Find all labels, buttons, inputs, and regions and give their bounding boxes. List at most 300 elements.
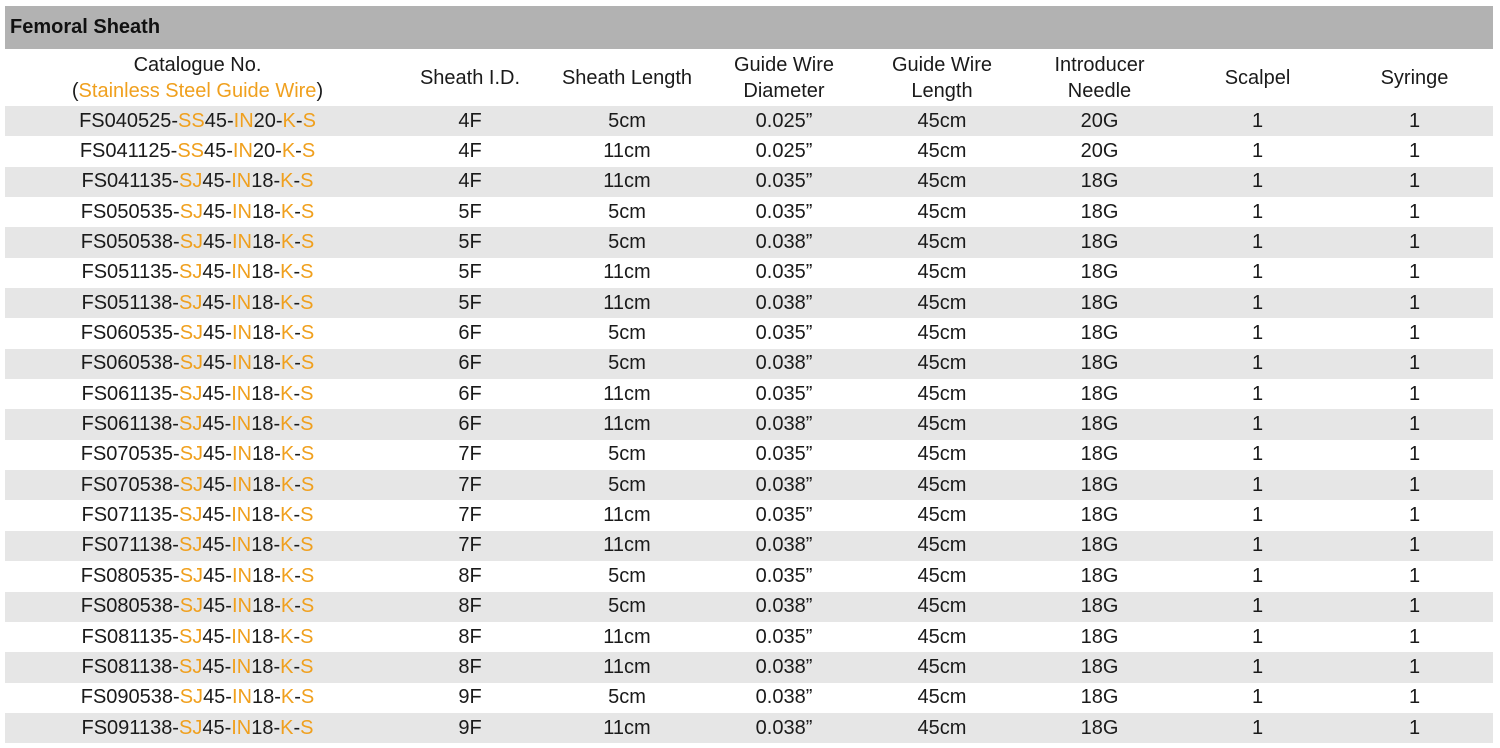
catalogue-code-part: 45- — [203, 686, 232, 709]
cell-guide-wire-diameter: 0.038” — [704, 470, 864, 500]
catalogue-code-part: - — [294, 473, 301, 496]
cell-guide-wire-length: 45cm — [864, 288, 1020, 318]
cell-syringe: 1 — [1408, 382, 1421, 405]
table-row — [5, 470, 1493, 500]
catalogue-code-highlight: K — [280, 382, 294, 405]
cell-catalogue-no — [5, 561, 390, 591]
cell-introducer-needle: 18G — [1020, 470, 1179, 500]
cell-catalogue-no — [5, 106, 390, 136]
cell-introducer-needle: 18G — [1020, 409, 1179, 439]
cell-introducer-needle: 20G — [1020, 106, 1179, 136]
catalogue-code-highlight: SJ — [179, 473, 204, 496]
cell-guide-wire-diameter: 0.035” — [704, 167, 864, 197]
catalogue-code-part: 18- — [251, 716, 281, 739]
catalogue-code-part: 45- — [202, 655, 232, 678]
cell-guide-wire-length: 45cm — [864, 349, 1020, 379]
cell-guide-wire-length: 45cm — [917, 564, 967, 587]
cell-sheath-id: 7F — [458, 443, 482, 466]
cell-sheath-id: 5F — [390, 288, 550, 318]
cell-sheath-id: 8F — [458, 564, 482, 587]
catalogue-code-highlight: IN — [231, 534, 252, 557]
cell-guide-wire-length: 45cm — [917, 200, 967, 223]
catalogue-code-highlight: K — [280, 231, 295, 254]
cell-sheath-id: 5F — [390, 227, 550, 257]
cell-syringe: 1 — [1336, 713, 1493, 743]
catalogue-code-part: FS070535- — [80, 443, 180, 466]
femoral-sheath-table-panel — [5, 6, 1493, 743]
cell-sheath-length: 5cm — [550, 592, 704, 622]
catalogue-code-part: 45- — [202, 716, 232, 739]
catalogue-code-highlight: K — [280, 200, 295, 223]
catalogue-code-highlight: IN — [231, 655, 252, 678]
catalogue-code-highlight: IN — [231, 625, 252, 648]
cell-guide-wire-length: 45cm — [917, 443, 967, 466]
header-introducer-needle-line2: Needle — [1067, 79, 1132, 102]
table-row — [5, 288, 1493, 318]
table-title: Femoral Sheath — [5, 6, 1493, 49]
catalogue-code-highlight: IN — [231, 595, 252, 618]
catalogue-code-highlight: SJ — [179, 686, 204, 709]
cell-syringe: 1 — [1408, 200, 1421, 223]
catalogue-code-highlight: SJ — [178, 170, 203, 193]
cell-catalogue-no — [5, 683, 390, 713]
cell-guide-wire-length: 45cm — [917, 322, 967, 345]
catalogue-code-highlight: S — [301, 140, 316, 163]
catalogue-code-part: FS041125- — [79, 140, 178, 163]
catalogue-code-part: - — [293, 534, 301, 557]
cell-guide-wire-diameter: 0.035” — [755, 322, 813, 345]
catalogue-code-part: 18- — [251, 564, 281, 587]
cell-scalpel: 1 — [1251, 382, 1264, 405]
table-row — [5, 592, 1493, 622]
cell-scalpel: 1 — [1179, 409, 1336, 439]
cell-introducer-needle: 18G — [1080, 261, 1119, 284]
table-row — [5, 409, 1493, 439]
catalogue-code-highlight: SJ — [179, 322, 204, 345]
cell-guide-wire-diameter: 0.035” — [755, 564, 813, 587]
cell-sheath-length: 5cm — [608, 443, 646, 466]
catalogue-code-part: FS051138- — [81, 291, 179, 314]
cell-guide-wire-diameter: 0.035” — [755, 504, 813, 527]
cell-sheath-length: 5cm — [550, 349, 704, 379]
catalogue-code-part: 45- — [203, 473, 232, 496]
cell-sheath-length: 5cm — [608, 686, 646, 709]
cell-guide-wire-diameter: 0.038” — [755, 686, 813, 709]
cell-introducer-needle: 18G — [1080, 322, 1119, 345]
header-guide-wire-diameter — [704, 49, 864, 106]
catalogue-code-part: - — [293, 291, 301, 314]
catalogue-code-part: - — [294, 352, 301, 375]
catalogue-code-highlight: IN — [231, 261, 252, 284]
cell-introducer-needle: 18G — [1020, 592, 1179, 622]
cell-sheath-id: 7F — [458, 504, 482, 527]
catalogue-code-part: - — [293, 716, 301, 739]
cell-introducer-needle: 18G — [1020, 167, 1179, 197]
cell-sheath-length: 11cm — [550, 713, 704, 743]
cell-syringe: 1 — [1336, 227, 1493, 257]
catalogue-code-part: 18- — [251, 200, 281, 223]
catalogue-code-part: 45- — [203, 200, 232, 223]
product-table — [5, 49, 1493, 743]
catalogue-code-highlight: S — [300, 382, 314, 405]
catalogue-code-part: 45- — [202, 534, 232, 557]
catalogue-code-part: FS080538- — [80, 595, 180, 618]
catalogue-code-part: FS050538- — [80, 231, 180, 254]
cell-catalogue-no — [5, 652, 390, 682]
cell-guide-wire-length: 45cm — [917, 625, 967, 648]
table-row — [5, 136, 1493, 166]
catalogue-code-highlight: S — [300, 655, 314, 678]
cell-sheath-id: 6F — [390, 409, 550, 439]
cell-sheath-length: 11cm — [603, 140, 651, 163]
cell-catalogue-no — [5, 136, 390, 166]
cell-introducer-needle: 18G — [1080, 564, 1119, 587]
cell-catalogue-no — [5, 409, 390, 439]
cell-guide-wire-diameter: 0.035” — [755, 625, 813, 648]
table-row — [5, 652, 1493, 682]
catalogue-code-highlight: S — [300, 322, 315, 345]
cell-guide-wire-length: 45cm — [864, 409, 1020, 439]
cell-guide-wire-diameter: 0.025” — [755, 140, 813, 163]
cell-sheath-length: 11cm — [550, 531, 704, 561]
catalogue-code-part: 45- — [203, 443, 232, 466]
catalogue-code-highlight: K — [280, 534, 294, 557]
cell-guide-wire-diameter: 0.038” — [704, 409, 864, 439]
cell-scalpel: 1 — [1251, 504, 1264, 527]
catalogue-code-highlight: SJ — [178, 655, 203, 678]
cell-scalpel: 1 — [1251, 140, 1264, 163]
table-row — [5, 349, 1493, 379]
catalogue-code-part: - — [293, 625, 301, 648]
header-guide-wire-length — [864, 49, 1020, 106]
catalogue-code-part: 18- — [251, 504, 281, 527]
catalogue-code-highlight: SJ — [178, 413, 203, 436]
catalogue-code-highlight: SJ — [178, 534, 203, 557]
cell-scalpel: 1 — [1251, 564, 1264, 587]
catalogue-code-part: 18- — [251, 352, 281, 375]
catalogue-code-part: - — [293, 504, 301, 527]
catalogue-code-part: 45- — [202, 291, 232, 314]
cell-guide-wire-diameter: 0.038” — [704, 592, 864, 622]
cell-guide-wire-diameter: 0.038” — [704, 288, 864, 318]
cell-sheath-length: 11cm — [603, 504, 651, 527]
cell-syringe: 1 — [1336, 167, 1493, 197]
catalogue-code-highlight: S — [300, 473, 315, 496]
cell-syringe: 1 — [1336, 652, 1493, 682]
catalogue-code-part: - — [293, 655, 301, 678]
cell-catalogue-no — [5, 500, 390, 530]
catalogue-code-part: 18- — [251, 473, 281, 496]
catalogue-code-highlight: S — [300, 170, 314, 193]
catalogue-code-highlight: IN — [231, 473, 252, 496]
header-sheath-id: Sheath I.D. — [419, 66, 521, 89]
catalogue-code-highlight: K — [280, 322, 295, 345]
catalogue-code-highlight: S — [300, 534, 314, 557]
catalogue-code-part: 45- — [203, 322, 232, 345]
catalogue-code-part: 18- — [251, 170, 281, 193]
catalogue-code-highlight: IN — [233, 109, 254, 132]
cell-syringe: 1 — [1408, 504, 1421, 527]
catalogue-code-highlight: S — [300, 504, 314, 527]
catalogue-code-part: - — [293, 413, 301, 436]
table-row — [5, 227, 1493, 257]
catalogue-code-part: 45- — [203, 595, 232, 618]
catalogue-code-highlight: S — [300, 686, 315, 709]
cell-sheath-length: 11cm — [603, 261, 651, 284]
catalogue-code-highlight: S — [300, 352, 315, 375]
cell-catalogue-no — [5, 318, 390, 348]
cell-sheath-id: 6F — [458, 322, 482, 345]
cell-sheath-id: 7F — [390, 531, 550, 561]
catalogue-code-part: FS081135- — [81, 625, 179, 648]
cell-scalpel: 1 — [1179, 288, 1336, 318]
catalogue-code-part: 18- — [251, 291, 281, 314]
cell-scalpel: 1 — [1179, 167, 1336, 197]
cell-scalpel: 1 — [1179, 470, 1336, 500]
catalogue-code-highlight: S — [300, 200, 315, 223]
cell-scalpel: 1 — [1251, 625, 1264, 648]
cell-introducer-needle: 18G — [1020, 713, 1179, 743]
cell-sheath-id: 5F — [458, 261, 482, 284]
cell-scalpel: 1 — [1179, 531, 1336, 561]
catalogue-code-part: 18- — [251, 655, 281, 678]
catalogue-code-highlight: K — [280, 473, 295, 496]
header-guide-wire-length-line2: Length — [911, 79, 973, 102]
catalogue-code-highlight: SJ — [179, 200, 204, 223]
cell-sheath-id: 5F — [458, 200, 482, 223]
cell-introducer-needle: 18G — [1020, 349, 1179, 379]
header-catalogue-note: Stainless Steel Guide Wire — [78, 79, 317, 102]
catalogue-code-highlight: SJ — [178, 291, 203, 314]
catalogue-code-highlight: SJ — [178, 716, 203, 739]
cell-syringe: 1 — [1408, 625, 1421, 648]
cell-sheath-id: 4F — [390, 167, 550, 197]
cell-sheath-length: 5cm — [550, 227, 704, 257]
cell-guide-wire-length: 45cm — [864, 167, 1020, 197]
catalogue-code-highlight: K — [280, 686, 295, 709]
cell-introducer-needle: 18G — [1080, 382, 1119, 405]
catalogue-code-part: 45- — [202, 382, 232, 405]
catalogue-code-highlight: S — [300, 261, 314, 284]
catalogue-code-part: - — [294, 322, 301, 345]
cell-syringe: 1 — [1408, 686, 1421, 709]
table-row — [5, 622, 1493, 652]
cell-guide-wire-length: 45cm — [917, 686, 967, 709]
cell-sheath-length: 11cm — [550, 409, 704, 439]
cell-guide-wire-length: 45cm — [864, 592, 1020, 622]
cell-sheath-length: 11cm — [550, 288, 704, 318]
cell-catalogue-no — [5, 197, 390, 227]
catalogue-code-highlight: SS — [177, 140, 204, 163]
cell-scalpel: 1 — [1251, 322, 1264, 345]
catalogue-code-part: 45- — [202, 261, 232, 284]
table-row — [5, 106, 1493, 136]
catalogue-code-part: FS080535- — [80, 564, 180, 587]
cell-catalogue-no — [5, 622, 390, 652]
catalogue-code-part: 45- — [202, 504, 232, 527]
catalogue-code-part: 18- — [251, 261, 281, 284]
catalogue-code-part: 18- — [251, 382, 281, 405]
header-introducer-needle — [1020, 49, 1179, 106]
catalogue-code-highlight: IN — [231, 413, 252, 436]
cell-guide-wire-diameter: 0.038” — [704, 713, 864, 743]
catalogue-code-highlight: SJ — [179, 352, 204, 375]
catalogue-code-highlight: K — [280, 595, 295, 618]
catalogue-code-highlight: SJ — [178, 625, 203, 648]
cell-guide-wire-length: 45cm — [917, 261, 967, 284]
cell-sheath-id: 9F — [390, 713, 550, 743]
header-catalogue-line1: Catalogue No. — [133, 53, 262, 76]
header-introducer-needle-line1: Introducer — [1054, 53, 1145, 76]
catalogue-code-highlight: IN — [232, 140, 253, 163]
catalogue-code-highlight: S — [300, 625, 314, 648]
catalogue-code-highlight: IN — [231, 322, 252, 345]
cell-sheath-length: 11cm — [550, 652, 704, 682]
catalogue-code-part: 18- — [251, 413, 281, 436]
table-row — [5, 713, 1493, 743]
catalogue-code-highlight: K — [280, 170, 294, 193]
table-row — [5, 258, 1493, 288]
cell-sheath-id: 6F — [390, 349, 550, 379]
cell-sheath-id: 7F — [390, 470, 550, 500]
catalogue-code-highlight: S — [300, 564, 315, 587]
cell-sheath-id: 4F — [458, 140, 482, 163]
cell-sheath-id: 9F — [458, 686, 482, 709]
cell-sheath-id: 8F — [390, 592, 550, 622]
catalogue-code-highlight: IN — [231, 716, 252, 739]
cell-scalpel: 1 — [1179, 713, 1336, 743]
catalogue-code-highlight: K — [280, 564, 295, 587]
catalogue-code-part: 18- — [251, 595, 281, 618]
cell-sheath-id: 8F — [458, 625, 482, 648]
catalogue-code-highlight: SJ — [179, 443, 204, 466]
cell-syringe: 1 — [1408, 322, 1421, 345]
cell-syringe: 1 — [1408, 564, 1421, 587]
cell-syringe: 1 — [1336, 288, 1493, 318]
cell-catalogue-no — [5, 713, 390, 743]
cell-catalogue-no — [5, 167, 390, 197]
catalogue-code-highlight: K — [280, 716, 294, 739]
catalogue-code-part: 45- — [202, 413, 232, 436]
cell-syringe: 1 — [1336, 409, 1493, 439]
cell-guide-wire-diameter: 0.035” — [755, 200, 813, 223]
catalogue-code-highlight: S — [300, 413, 314, 436]
catalogue-code-part: 18- — [251, 231, 281, 254]
catalogue-code-highlight: S — [300, 716, 314, 739]
header-sheath-length: Sheath Length — [561, 66, 693, 89]
catalogue-code-part: FS070538- — [80, 473, 180, 496]
cell-scalpel: 1 — [1251, 443, 1264, 466]
cell-scalpel: 1 — [1179, 652, 1336, 682]
catalogue-code-part: 45- — [203, 564, 232, 587]
table-row — [5, 440, 1493, 470]
table-row — [5, 379, 1493, 409]
cell-sheath-length: 11cm — [550, 167, 704, 197]
cell-introducer-needle: 18G — [1020, 288, 1179, 318]
cell-syringe: 1 — [1336, 349, 1493, 379]
catalogue-code-part: FS071138- — [81, 534, 179, 557]
catalogue-code-part: FS091138- — [81, 716, 179, 739]
catalogue-code-part: 18- — [251, 625, 281, 648]
catalogue-code-highlight: SJ — [178, 382, 203, 405]
table-row — [5, 318, 1493, 348]
catalogue-code-highlight: IN — [231, 504, 252, 527]
table-header-row — [5, 49, 1493, 106]
cell-introducer-needle: 18G — [1080, 504, 1119, 527]
catalogue-code-highlight: SJ — [179, 564, 204, 587]
cell-guide-wire-length: 45cm — [864, 106, 1020, 136]
catalogue-code-highlight: K — [280, 655, 294, 678]
cell-guide-wire-length: 45cm — [917, 140, 967, 163]
catalogue-code-part: - — [294, 686, 301, 709]
catalogue-code-part: - — [293, 170, 301, 193]
catalogue-code-part: FS051135- — [81, 261, 179, 284]
catalogue-code-part: FS061135- — [81, 382, 179, 405]
cell-scalpel: 1 — [1179, 106, 1336, 136]
cell-introducer-needle: 18G — [1080, 625, 1119, 648]
cell-guide-wire-diameter: 0.038” — [704, 652, 864, 682]
catalogue-code-part: - — [293, 261, 301, 284]
header-catalogue-paren-open: ( — [71, 79, 79, 102]
catalogue-code-highlight: SJ — [178, 261, 203, 284]
catalogue-code-part: FS071135- — [81, 504, 179, 527]
catalogue-code-highlight: IN — [231, 291, 252, 314]
header-guide-wire-length-line1: Guide Wire — [891, 53, 993, 76]
catalogue-code-highlight: IN — [231, 382, 252, 405]
cell-guide-wire-diameter: 0.038” — [704, 349, 864, 379]
catalogue-code-highlight: K — [280, 504, 294, 527]
cell-sheath-length: 5cm — [608, 322, 646, 345]
catalogue-code-highlight: K — [280, 413, 294, 436]
catalogue-code-highlight: SJ — [179, 231, 204, 254]
cell-catalogue-no — [5, 592, 390, 622]
cell-syringe: 1 — [1336, 531, 1493, 561]
cell-sheath-length: 5cm — [550, 106, 704, 136]
table-row — [5, 561, 1493, 591]
cell-scalpel: 1 — [1179, 349, 1336, 379]
table-row — [5, 500, 1493, 530]
cell-catalogue-no — [5, 379, 390, 409]
catalogue-code-part: - — [294, 200, 301, 223]
header-guide-wire-diameter-line2: Diameter — [743, 79, 825, 102]
catalogue-code-highlight: K — [282, 109, 296, 132]
catalogue-code-highlight: SS — [178, 109, 205, 132]
catalogue-code-highlight: K — [281, 140, 296, 163]
catalogue-code-part: 20- — [253, 109, 283, 132]
cell-guide-wire-length: 45cm — [864, 652, 1020, 682]
catalogue-code-highlight: K — [280, 291, 294, 314]
catalogue-code-part: FS040525- — [79, 109, 179, 132]
catalogue-code-highlight: S — [302, 109, 316, 132]
cell-sheath-length: 5cm — [608, 200, 646, 223]
cell-catalogue-no — [5, 227, 390, 257]
catalogue-code-highlight: IN — [231, 564, 252, 587]
catalogue-code-part: - — [295, 109, 303, 132]
header-syringe: Syringe — [1380, 66, 1449, 89]
header-catalogue-paren-close: ) — [316, 79, 324, 102]
cell-guide-wire-length: 45cm — [864, 531, 1020, 561]
catalogue-code-part: 45- — [204, 140, 233, 163]
cell-scalpel: 1 — [1179, 592, 1336, 622]
cell-scalpel: 1 — [1251, 686, 1264, 709]
cell-introducer-needle: 18G — [1020, 652, 1179, 682]
table-row — [5, 683, 1493, 713]
catalogue-code-part: 20- — [252, 140, 282, 163]
header-catalogue-no — [5, 49, 390, 106]
cell-guide-wire-length: 45cm — [917, 504, 967, 527]
cell-guide-wire-length: 45cm — [864, 227, 1020, 257]
header-guide-wire-diameter-line1: Guide Wire — [733, 53, 835, 76]
